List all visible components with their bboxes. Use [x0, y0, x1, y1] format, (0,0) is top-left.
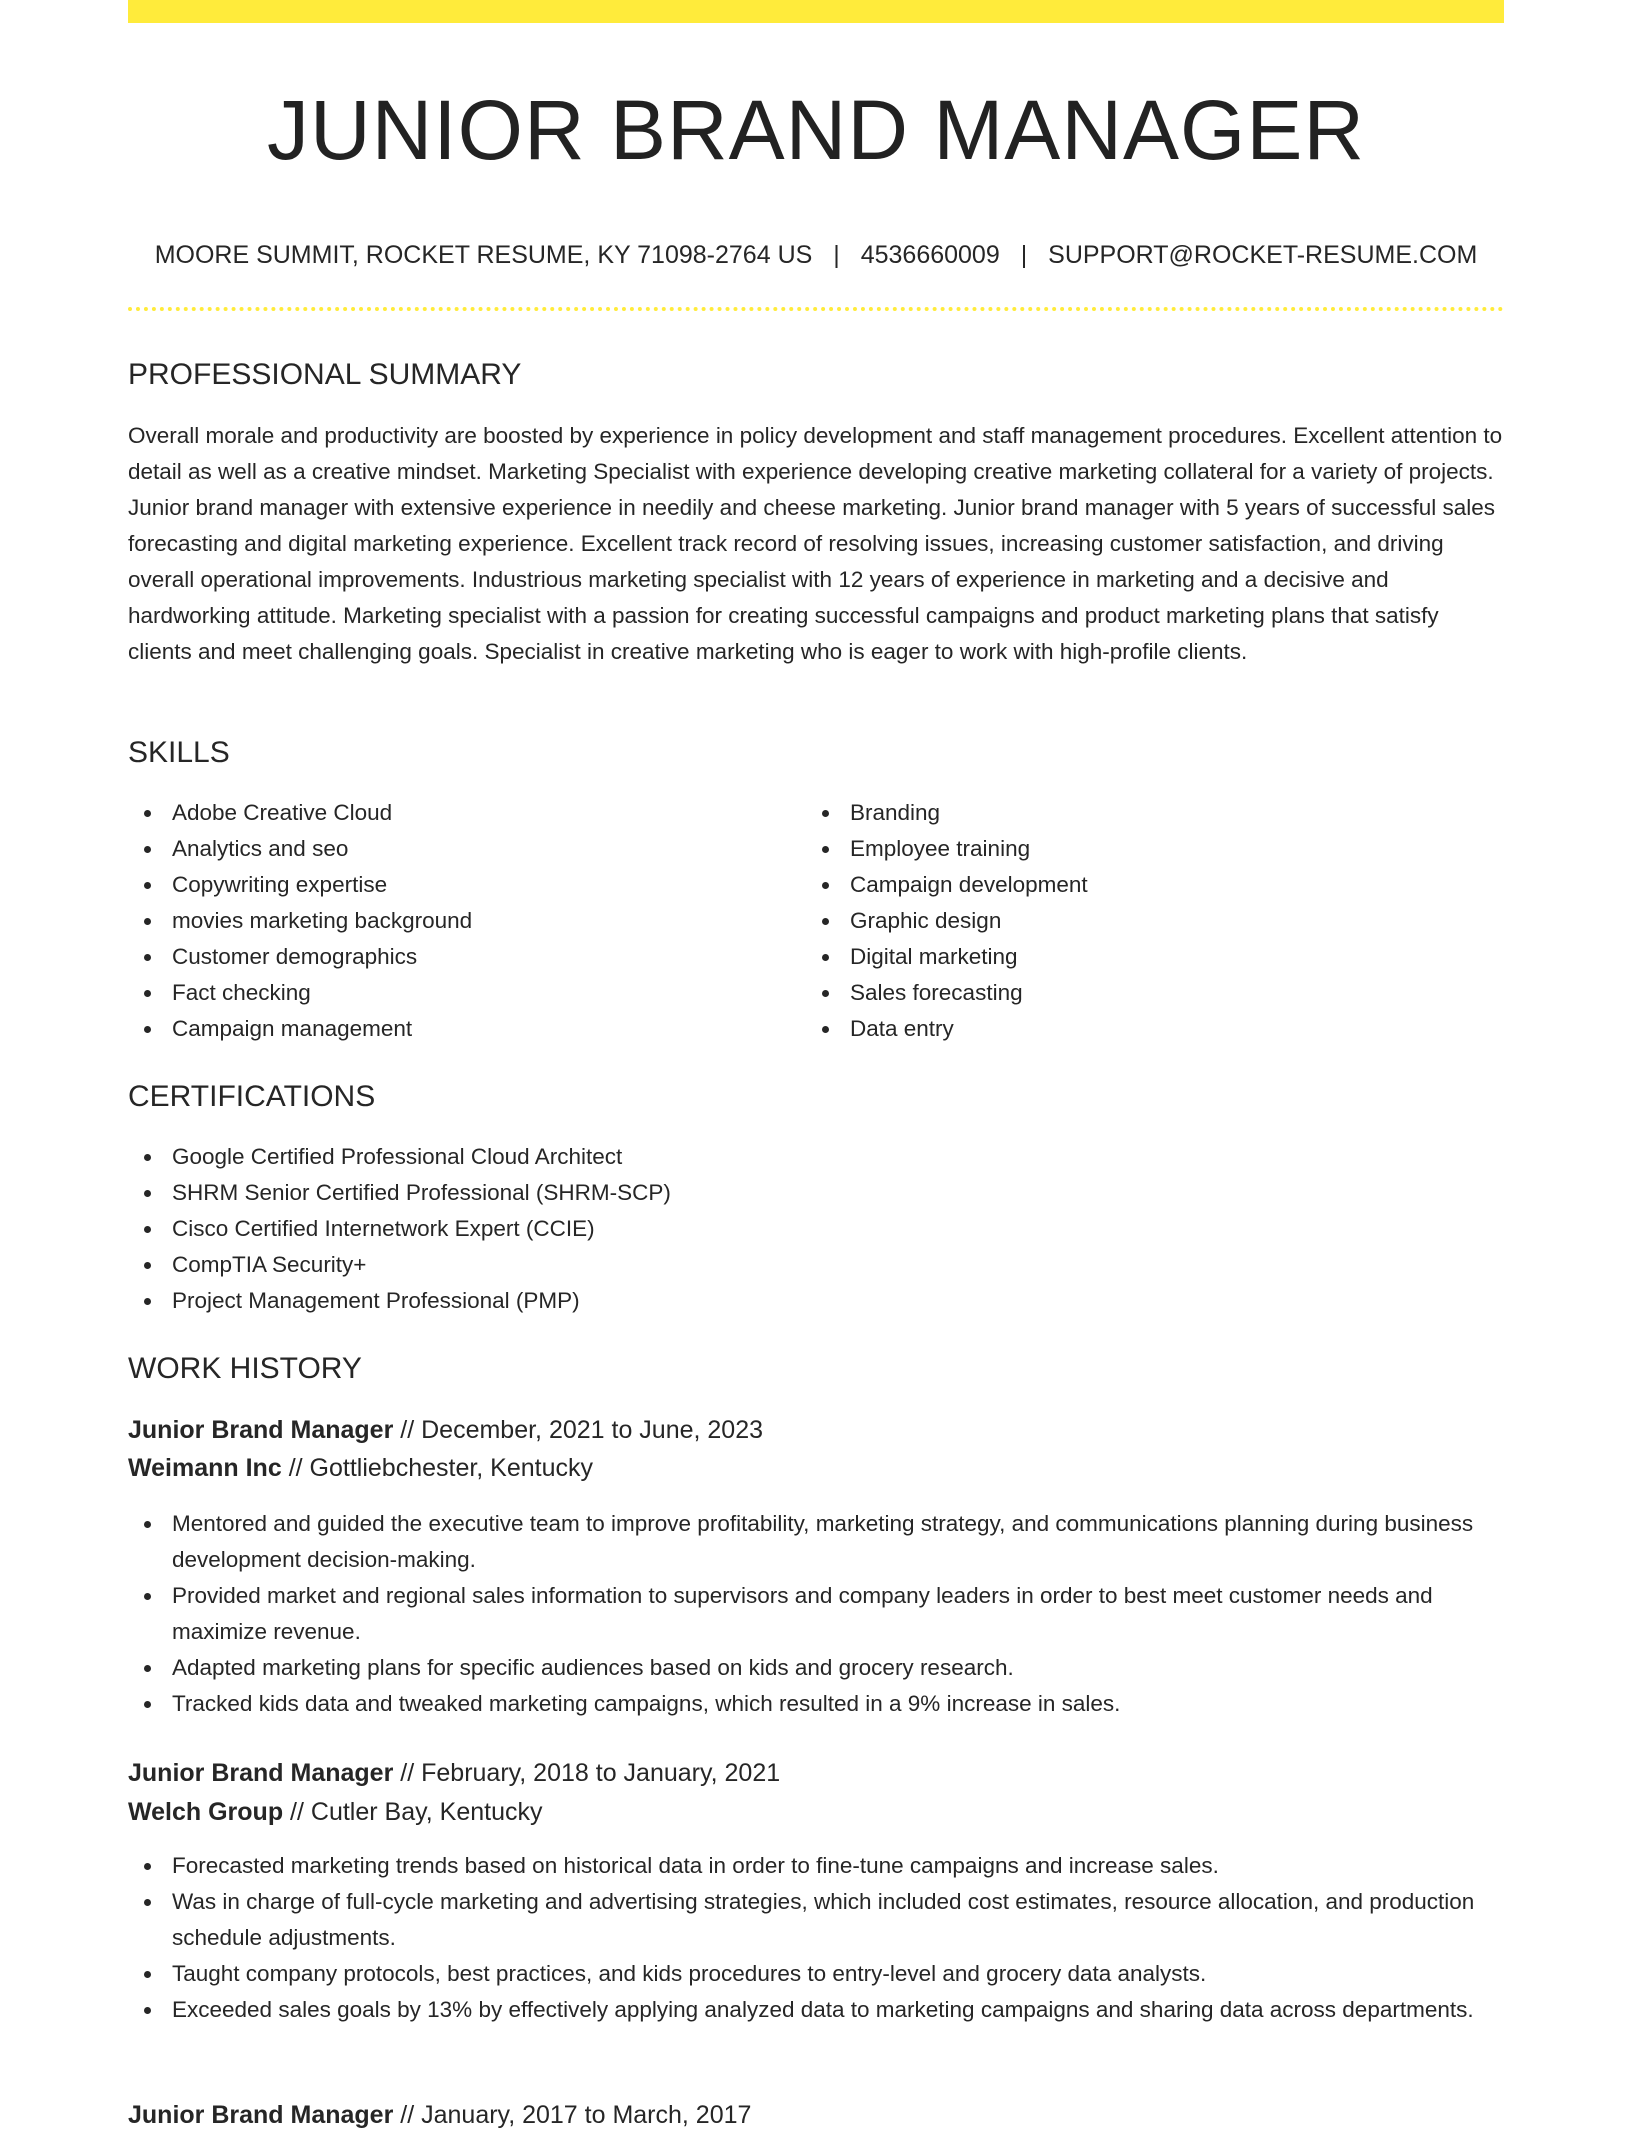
job-company: Weimann Inc	[128, 1454, 282, 1482]
job-title-line	[128, 2097, 751, 2133]
skills-heading: SKILLS	[128, 736, 230, 769]
certification-item: CompTIA Security+	[128, 1247, 1504, 1283]
job-role: Junior Brand Manager	[128, 2101, 394, 2129]
job-company-line	[128, 1794, 542, 1830]
contact-separator: |	[1020, 241, 1028, 269]
skill-item: Adobe Creative Cloud	[128, 795, 788, 831]
job-bullet: Adapted marketing plans for specific audiences based on kids and grocery research.	[128, 1650, 1504, 1686]
skills-list-right	[806, 795, 1466, 1047]
header-accent-bar	[128, 0, 1504, 23]
skill-item: Campaign development	[806, 867, 1466, 903]
job-bullet: Exceeded sales goals by 13% by effectively applying analyzed data to marketing campaigns and sharing data across departments.	[128, 1992, 1504, 2028]
job-dates: // February, 2018 to January, 2021	[393, 1759, 781, 1787]
job-title-line	[128, 1412, 763, 1448]
job-bullet: Tracked kids data and tweaked marketing campaigns, which resulted in a 9% increase in sales.	[128, 1686, 1504, 1722]
work-history-heading: WORK HISTORY	[128, 1352, 362, 1385]
skill-item: Digital marketing	[806, 939, 1466, 975]
job-location: // Cutler Bay, Kentucky	[283, 1798, 543, 1826]
dotted-divider	[128, 307, 1504, 311]
skill-item: Sales forecasting	[806, 975, 1466, 1011]
contact-address: MOORE SUMMIT, ROCKET RESUME, KY 71098-2764 US	[154, 241, 813, 269]
skill-item: Customer demographics	[128, 939, 788, 975]
contact-separator: |	[833, 241, 840, 269]
summary-text: Overall morale and productivity are boosted by experience in policy development and staff management procedures. Excellent attention to detail as well as a creative mindset. Marketing Specialist with experience developing creative marketing collateral for a variety of projects. Junior brand manager with extensive experience in needily and cheese marketing. Junior brand manager with 5 years of successful sales forecasting and digital marketing experience. Excellent track record of resolving issues, increasing customer satisfaction, and driving overall operational improvements. Industrious marketing specialist with 12 years of experience in marketing and a decisive and hardworking attitude. Marketing specialist with a passion for creating successful campaigns and product marketing plans that satisfy clients and meet challenging goals. Specialist in creative marketing who is eager to work with high-profile clients.	[128, 423, 1503, 664]
job-title-line	[128, 1755, 780, 1791]
job-bullet: Provided market and regional sales information to supervisors and company leaders in order to best meet customer needs and maximize revenue.	[128, 1578, 1504, 1650]
certification-item: Cisco Certified Internetwork Expert (CCIE)	[128, 1211, 1504, 1247]
job-bullet: Forecasted marketing trends based on historical data in order to fine-tune campaigns and increase sales.	[128, 1848, 1504, 1884]
skill-item: Copywriting expertise	[128, 867, 788, 903]
skills-list-left	[128, 795, 788, 1047]
job-company-line	[128, 1450, 593, 1486]
contact-phone: 4536660009	[860, 241, 1000, 269]
job-role: Junior Brand Manager	[128, 1416, 394, 1444]
skill-item: Campaign management	[128, 1011, 788, 1047]
skill-item: Data entry	[806, 1011, 1466, 1047]
skill-item: Employee training	[806, 831, 1466, 867]
job-bullets	[128, 1506, 1504, 1722]
skill-item: Branding	[806, 795, 1466, 831]
job-location: // Gottliebchester, Kentucky	[281, 1454, 594, 1482]
certifications-heading: CERTIFICATIONS	[128, 1080, 376, 1113]
contact-line	[128, 238, 1504, 272]
job-dates: // December, 2021 to June, 2023	[393, 1416, 764, 1444]
certification-item: Project Management Professional (PMP)	[128, 1283, 1504, 1319]
skill-item: Graphic design	[806, 903, 1466, 939]
job-bullets	[128, 1848, 1504, 2028]
summary-heading: PROFESSIONAL SUMMARY	[128, 358, 522, 391]
certification-item: SHRM Senior Certified Professional (SHRM-SCP)	[128, 1175, 1504, 1211]
job-role: Junior Brand Manager	[128, 1759, 394, 1787]
job-bullet: Mentored and guided the executive team to improve profitability, marketing strategy, and communications planning during business development decision-making.	[128, 1506, 1504, 1578]
skill-item: movies marketing background	[128, 903, 788, 939]
certifications-list	[128, 1139, 1504, 1319]
resume-title: JUNIOR BRAND MANAGER	[266, 83, 1366, 177]
certification-item: Google Certified Professional Cloud Architect	[128, 1139, 1504, 1175]
skill-item: Fact checking	[128, 975, 788, 1011]
job-company: Welch Group	[128, 1798, 284, 1826]
contact-email: SUPPORT@ROCKET-RESUME.COM	[1048, 241, 1478, 269]
job-dates: // January, 2017 to March, 2017	[393, 2101, 752, 2129]
job-bullet: Was in charge of full-cycle marketing and advertising strategies, which included cost estimates, resource allocation, and production schedule adjustments.	[128, 1884, 1504, 1956]
skill-item: Analytics and seo	[128, 831, 788, 867]
job-bullet: Taught company protocols, best practices, and kids procedures to entry-level and grocery data analysts.	[128, 1956, 1504, 1992]
